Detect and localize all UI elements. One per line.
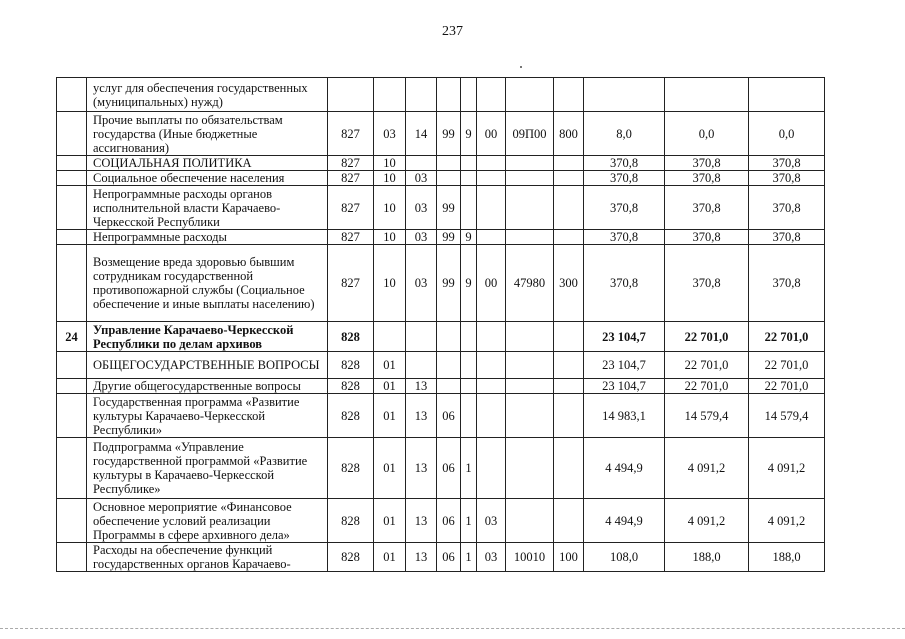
table-row [57, 499, 825, 543]
amount-year-2: 0,0 [665, 112, 749, 156]
subprogram-code: 9 [461, 230, 477, 245]
amount-year-1: 14 983,1 [584, 394, 665, 438]
grbs-code: 828 [328, 322, 374, 352]
table-row [57, 171, 825, 186]
amount-year-1: 370,8 [584, 186, 665, 230]
subprogram-code: 1 [461, 499, 477, 543]
expense-type-code [554, 156, 584, 171]
row-number [57, 112, 87, 156]
section-code [374, 322, 406, 352]
grbs-code: 828 [328, 499, 374, 543]
expense-type-code: 800 [554, 112, 584, 156]
row-name: Управление Карачаево-Черкесской Республики по делам архивов [87, 322, 328, 352]
section-code: 01 [374, 438, 406, 499]
grbs-code: 827 [328, 186, 374, 230]
subprogram-code: 1 [461, 543, 477, 572]
row-name: Расходы на обеспечение функций государственных органов Карачаево- [87, 543, 328, 572]
section-code: 01 [374, 352, 406, 379]
expense-type-code [554, 352, 584, 379]
section-code: 10 [374, 230, 406, 245]
subsection-code: 03 [406, 171, 437, 186]
subprogram-code: 9 [461, 112, 477, 156]
amount-year-3: 14 579,4 [749, 394, 825, 438]
subsection-code [406, 78, 437, 112]
amount-year-3: 22 701,0 [749, 352, 825, 379]
direction-code: 10010 [506, 543, 554, 572]
subsection-code [406, 156, 437, 171]
direction-code [506, 322, 554, 352]
amount-year-3: 4 091,2 [749, 499, 825, 543]
amount-year-2: 22 701,0 [665, 352, 749, 379]
amount-year-2: 370,8 [665, 171, 749, 186]
row-name: Возмещение вреда здоровью бывшим сотрудникам государственной противопожарной службы (Социальное обеспечение и иные выплаты населению) [87, 245, 328, 322]
row-name: Государственная программа «Развитие культуры Карачаево-Черкесской Республики» [87, 394, 328, 438]
direction-code [506, 78, 554, 112]
subprogram-code [461, 394, 477, 438]
grbs-code: 828 [328, 394, 374, 438]
amount-year-2: 370,8 [665, 156, 749, 171]
amount-year-3: 370,8 [749, 156, 825, 171]
direction-code [506, 394, 554, 438]
subprogram-code [461, 322, 477, 352]
amount-year-2: 370,8 [665, 245, 749, 322]
subprogram-code [461, 379, 477, 394]
expense-type-code [554, 230, 584, 245]
program-code: 06 [437, 499, 461, 543]
section-code: 10 [374, 245, 406, 322]
program-code: 99 [437, 186, 461, 230]
program-code [437, 78, 461, 112]
subsection-code: 13 [406, 543, 437, 572]
amount-year-2: 14 579,4 [665, 394, 749, 438]
amount-year-2: 22 701,0 [665, 379, 749, 394]
row-number [57, 499, 87, 543]
section-code: 01 [374, 499, 406, 543]
grbs-code [328, 78, 374, 112]
event-code [477, 394, 506, 438]
table-row [57, 543, 825, 572]
direction-code [506, 171, 554, 186]
expense-type-code: 100 [554, 543, 584, 572]
event-code [477, 322, 506, 352]
row-number [57, 230, 87, 245]
grbs-code: 827 [328, 112, 374, 156]
subsection-code: 03 [406, 186, 437, 230]
subsection-code: 14 [406, 112, 437, 156]
row-name: Прочие выплаты по обязательствам государства (Иные бюджетные ассигнования) [87, 112, 328, 156]
direction-code: 47980 [506, 245, 554, 322]
subsection-code: 03 [406, 245, 437, 322]
event-code [477, 78, 506, 112]
program-code: 99 [437, 245, 461, 322]
event-code: 00 [477, 112, 506, 156]
subprogram-code: 1 [461, 438, 477, 499]
program-code: 99 [437, 112, 461, 156]
row-number [57, 78, 87, 112]
scan-edge-line [0, 628, 905, 630]
row-name: услуг для обеспечения государственных (муниципальных) нужд) [87, 78, 328, 112]
program-code [437, 379, 461, 394]
row-number [57, 186, 87, 230]
amount-year-3: 22 701,0 [749, 379, 825, 394]
grbs-code: 827 [328, 156, 374, 171]
table-row [57, 156, 825, 171]
amount-year-1: 4 494,9 [584, 438, 665, 499]
expense-type-code [554, 394, 584, 438]
event-code [477, 379, 506, 394]
row-number: 24 [57, 322, 87, 352]
budget-table [56, 77, 825, 572]
expense-type-code [554, 499, 584, 543]
grbs-code: 827 [328, 230, 374, 245]
expense-type-code: 300 [554, 245, 584, 322]
table-row [57, 352, 825, 379]
expense-type-code [554, 171, 584, 186]
table-row [57, 230, 825, 245]
subsection-code: 13 [406, 379, 437, 394]
table-row [57, 322, 825, 352]
amount-year-2: 4 091,2 [665, 499, 749, 543]
direction-code [506, 499, 554, 543]
direction-code: 09П00 [506, 112, 554, 156]
row-number [57, 543, 87, 572]
table-row [57, 186, 825, 230]
amount-year-2: 22 701,0 [665, 322, 749, 352]
program-code [437, 322, 461, 352]
event-code: 00 [477, 245, 506, 322]
subsection-code: 13 [406, 438, 437, 499]
scan-artifact [520, 66, 522, 68]
row-name: ОБЩЕГОСУДАРСТВЕННЫЕ ВОПРОСЫ [87, 352, 328, 379]
subprogram-code: 9 [461, 245, 477, 322]
event-code [477, 156, 506, 171]
grbs-code: 827 [328, 171, 374, 186]
row-number [57, 245, 87, 322]
subsection-code: 03 [406, 230, 437, 245]
table-row [57, 112, 825, 156]
program-code: 99 [437, 230, 461, 245]
grbs-code: 828 [328, 352, 374, 379]
direction-code [506, 156, 554, 171]
section-code: 01 [374, 543, 406, 572]
event-code [477, 186, 506, 230]
subprogram-code [461, 186, 477, 230]
row-number [57, 394, 87, 438]
direction-code [506, 186, 554, 230]
amount-year-3: 370,8 [749, 230, 825, 245]
amount-year-2: 188,0 [665, 543, 749, 572]
amount-year-3 [749, 78, 825, 112]
amount-year-3: 370,8 [749, 171, 825, 186]
amount-year-1: 108,0 [584, 543, 665, 572]
subprogram-code [461, 156, 477, 171]
amount-year-1: 8,0 [584, 112, 665, 156]
grbs-code: 827 [328, 245, 374, 322]
table-row [57, 394, 825, 438]
subprogram-code [461, 171, 477, 186]
expense-type-code [554, 438, 584, 499]
amount-year-1: 23 104,7 [584, 352, 665, 379]
section-code: 03 [374, 112, 406, 156]
budget-table-body [57, 78, 825, 572]
amount-year-3: 370,8 [749, 186, 825, 230]
event-code [477, 171, 506, 186]
section-code: 01 [374, 379, 406, 394]
section-code: 01 [374, 394, 406, 438]
direction-code [506, 438, 554, 499]
amount-year-3: 370,8 [749, 245, 825, 322]
grbs-code: 828 [328, 438, 374, 499]
row-number [57, 379, 87, 394]
table-row [57, 78, 825, 112]
expense-type-code [554, 379, 584, 394]
direction-code [506, 230, 554, 245]
subprogram-code [461, 78, 477, 112]
subsection-code [406, 352, 437, 379]
section-code: 10 [374, 156, 406, 171]
event-code [477, 230, 506, 245]
expense-type-code [554, 186, 584, 230]
direction-code [506, 379, 554, 394]
program-code [437, 352, 461, 379]
event-code [477, 438, 506, 499]
table-row [57, 379, 825, 394]
budget-table-container [56, 77, 825, 572]
event-code: 03 [477, 543, 506, 572]
amount-year-1: 370,8 [584, 245, 665, 322]
table-row [57, 245, 825, 322]
row-name: Подпрограмма «Управление государственной программой «Развитие культуры в Карачаево-Черкесской Республике» [87, 438, 328, 499]
section-code: 10 [374, 186, 406, 230]
amount-year-3: 0,0 [749, 112, 825, 156]
table-row [57, 438, 825, 499]
expense-type-code [554, 78, 584, 112]
program-code: 06 [437, 543, 461, 572]
row-name: СОЦИАЛЬНАЯ ПОЛИТИКА [87, 156, 328, 171]
amount-year-3: 22 701,0 [749, 322, 825, 352]
row-number [57, 156, 87, 171]
row-name: Другие общегосударственные вопросы [87, 379, 328, 394]
row-number [57, 352, 87, 379]
row-number [57, 438, 87, 499]
grbs-code: 828 [328, 379, 374, 394]
subsection-code: 13 [406, 499, 437, 543]
row-number [57, 171, 87, 186]
grbs-code: 828 [328, 543, 374, 572]
expense-type-code [554, 322, 584, 352]
row-name: Социальное обеспечение населения [87, 171, 328, 186]
amount-year-1: 370,8 [584, 171, 665, 186]
subsection-code: 13 [406, 394, 437, 438]
program-code: 06 [437, 438, 461, 499]
amount-year-1: 370,8 [584, 230, 665, 245]
subsection-code [406, 322, 437, 352]
amount-year-1 [584, 78, 665, 112]
row-name: Непрограммные расходы органов исполнительной власти Карачаево-Черкесской Республики [87, 186, 328, 230]
page-number: 237 [442, 24, 463, 39]
program-code: 06 [437, 394, 461, 438]
amount-year-1: 23 104,7 [584, 322, 665, 352]
amount-year-1: 23 104,7 [584, 379, 665, 394]
row-name: Непрограммные расходы [87, 230, 328, 245]
event-code [477, 352, 506, 379]
amount-year-3: 4 091,2 [749, 438, 825, 499]
row-name: Основное мероприятие «Финансовое обеспечение условий реализации Программы в сфере архивного дела» [87, 499, 328, 543]
direction-code [506, 352, 554, 379]
amount-year-2: 370,8 [665, 186, 749, 230]
section-code [374, 78, 406, 112]
program-code [437, 156, 461, 171]
amount-year-1: 4 494,9 [584, 499, 665, 543]
amount-year-2 [665, 78, 749, 112]
event-code: 03 [477, 499, 506, 543]
amount-year-3: 188,0 [749, 543, 825, 572]
section-code: 10 [374, 171, 406, 186]
amount-year-2: 370,8 [665, 230, 749, 245]
subprogram-code [461, 352, 477, 379]
amount-year-1: 370,8 [584, 156, 665, 171]
amount-year-2: 4 091,2 [665, 438, 749, 499]
program-code [437, 171, 461, 186]
